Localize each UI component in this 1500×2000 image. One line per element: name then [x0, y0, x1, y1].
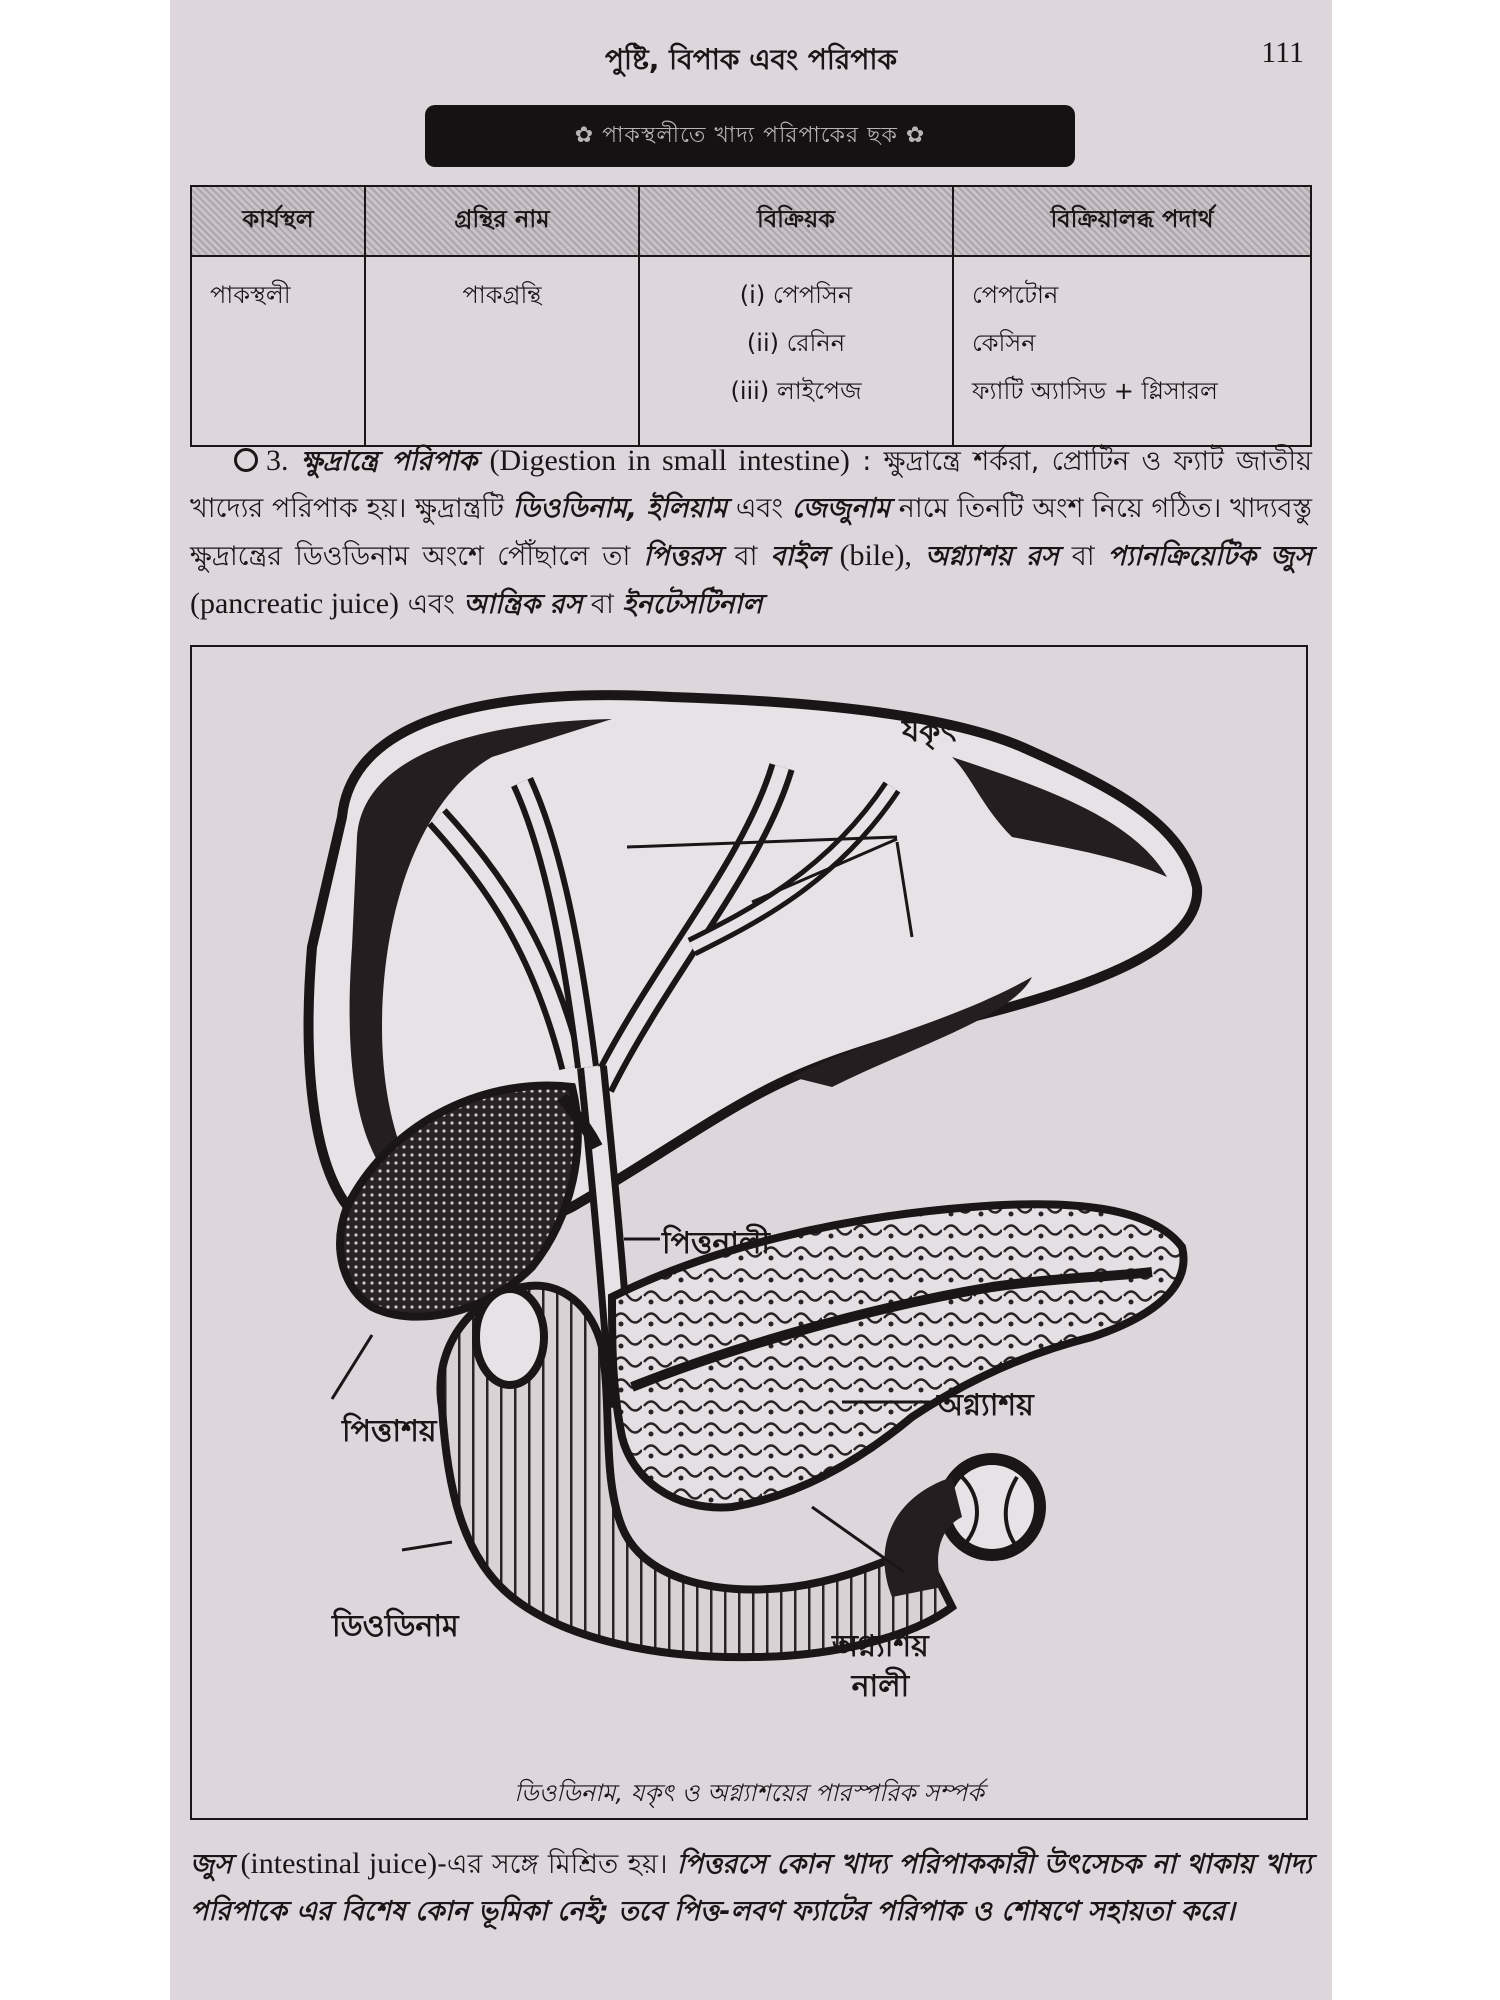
body-text: এবং — [399, 589, 464, 620]
label-pancreatic-duct-line1: অগ্ন্যাশয় — [832, 1629, 929, 1664]
table-header-row — [191, 186, 1311, 256]
leader-line — [332, 1335, 372, 1399]
keyword: প্যানক্রিয়েটিক জুস — [1107, 541, 1313, 572]
body-text: এবং — [727, 493, 792, 524]
body-text: বা — [1058, 541, 1108, 572]
section-heading-english: (Digestion in small intestine) — [489, 444, 850, 477]
book-page — [170, 0, 1332, 2000]
duodenum-opening — [476, 1289, 544, 1385]
table-header-product: বিক্রিয়ালব্ধ পদার্থ — [953, 186, 1311, 256]
english-term: (intestinal juice) — [232, 1847, 438, 1880]
product-item: কেসিন — [972, 329, 1036, 357]
table-cell-products — [953, 256, 1311, 446]
label-pancreatic-duct — [832, 1627, 929, 1707]
page-number: 111 — [1261, 36, 1304, 69]
keyword: জেজুনাম — [791, 493, 890, 524]
table-cell-gland: পাকগ্রন্থি — [365, 256, 639, 446]
table-cell-enzymes — [639, 256, 953, 446]
section-heading: ক্ষুদ্রান্ত্রে পরিপাক — [300, 446, 478, 477]
enzyme-item: (ii) রেনিন — [746, 329, 846, 357]
figure-caption: ডিওডিনাম, যকৃৎ ও অগ্ন্যাশয়ের পারস্পরিক সম্পর্ক — [514, 1779, 984, 1807]
product-item: পেপটোন — [972, 281, 1059, 309]
keyword: বাইল — [770, 541, 828, 572]
table-row — [191, 256, 1311, 446]
paragraph-bile-role — [190, 1840, 1312, 1935]
table-cell-site: পাকস্থলী — [191, 256, 365, 446]
enzyme-item: (i) পেপসিন — [739, 281, 853, 309]
body-text: বা — [582, 589, 623, 620]
leader-line — [402, 1542, 452, 1550]
body-text: -এর সঙ্গে মিশ্রিত হয়। — [437, 1849, 678, 1880]
keyword: অগ্ন্যাশয় রস — [925, 541, 1059, 572]
page-header-title: পুষ্টি, বিপাক এবং পরিপাক — [604, 43, 898, 76]
enzyme-item: (iii) লাইপেজ — [730, 377, 862, 405]
product-item: ফ্যাটি অ্যাসিড + গ্লিসারল — [972, 377, 1218, 405]
label-liver: যকৃৎ — [902, 714, 957, 749]
gastric-digestion-table — [190, 185, 1312, 447]
banner-text: ✿ পাকস্থলীতে খাদ্য পরিপাকের ছক ✿ — [574, 122, 926, 148]
table-title-banner — [425, 105, 1075, 167]
emphasized-text: পিত্তরসে কোন খাদ্য পরিপাককারী উৎসেচক না থাকায় খাদ্য পরিপাকে এর বিশেষ কোন ভূমিকা নেই; তবে পিত্ত-লবণ ফ্যাটের পরিপাক ও শোষণে সহায়তা করে। — [190, 1849, 1313, 1927]
table-header-gland: গ্রন্থির নাম — [365, 186, 639, 256]
keyword: ডিওডিনাম, ইলিয়াম — [512, 493, 728, 524]
keyword: ইনটেসটিনাল — [622, 589, 763, 620]
label-pancreas: অগ্ন্যাশয় — [937, 1388, 1034, 1423]
label-bile-duct: পিত্তনালী — [662, 1226, 770, 1261]
body-text: : ক্ষুদ্রান্ত্রে শর্করা, প্রোটিন ও ফ্যাট জাতীয় খাদ্যের পরিপাক হয়। ক্ষুদ্রান্ত্রটি — [190, 446, 1312, 524]
english-term: (bile), — [827, 539, 912, 572]
body-text: নামে তিনটি অংশ নিয়ে গঠিত। খাদ্যবস্তু ক্ষুদ্রান্ত্রের ডিওডিনাম অংশে পৌঁছালে তা — [190, 493, 1312, 572]
body-text: বা — [721, 541, 771, 572]
keyword: পিত্তরস — [643, 541, 722, 572]
table-header-site: কার্যস্থল — [191, 186, 365, 256]
anatomy-figure — [190, 645, 1308, 1820]
label-pancreatic-duct-line2: নালী — [851, 1669, 910, 1704]
label-duodenum: ডিওডিনাম — [332, 1609, 459, 1644]
table-header-enzyme: বিক্রিয়ক — [639, 186, 953, 256]
keyword: আন্ত্রিক রস — [463, 589, 583, 620]
paragraph-small-intestine — [190, 437, 1312, 628]
english-term: (pancreatic juice) — [190, 587, 400, 620]
keyword: জুস — [190, 1849, 232, 1880]
circle-bullet-icon — [234, 448, 258, 472]
label-gallbladder: পিত্তাশয় — [342, 1414, 437, 1449]
section-number: 3. — [266, 444, 289, 477]
